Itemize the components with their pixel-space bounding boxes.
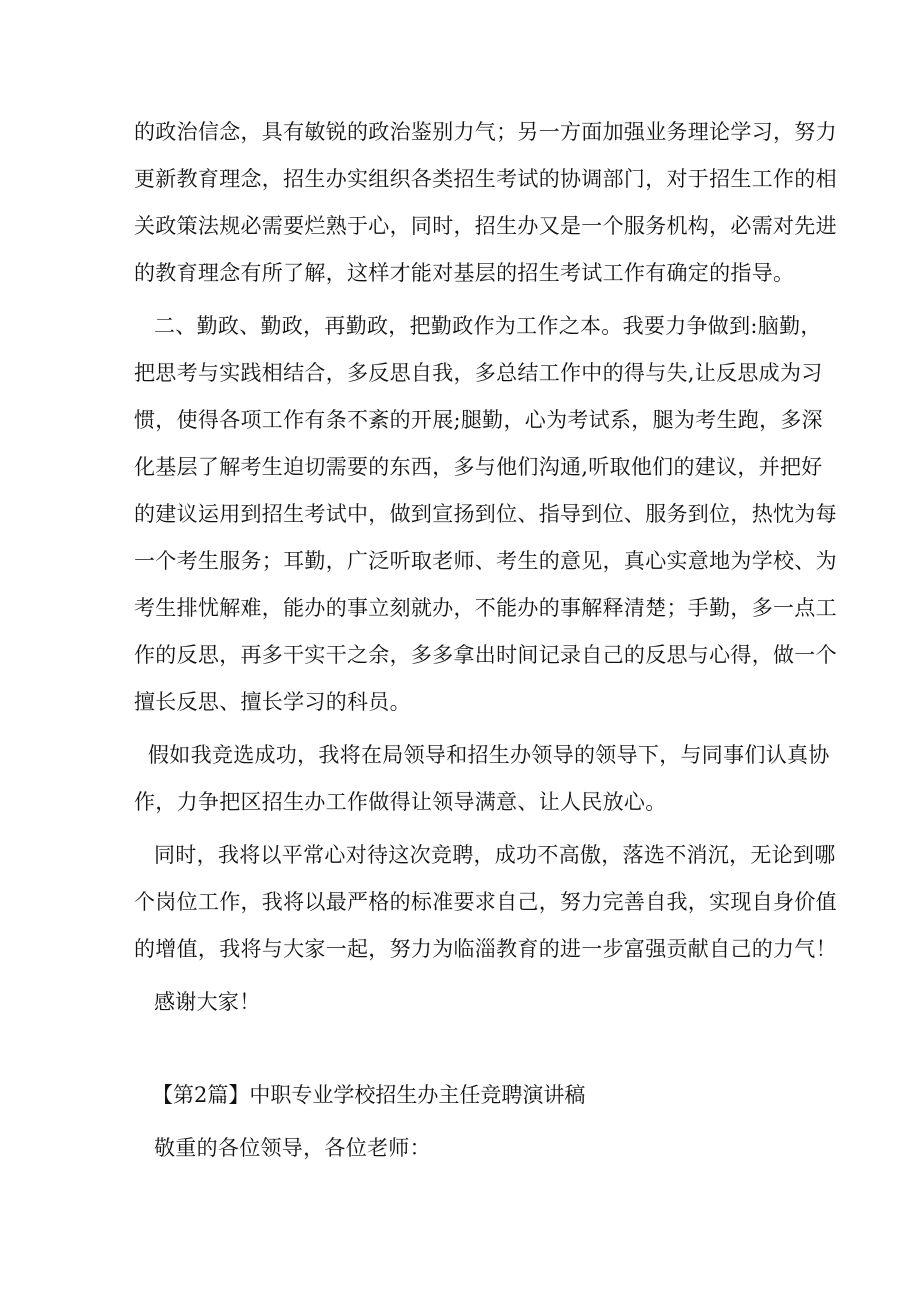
greeting-line: 敬重的各位领导，各位老师： bbox=[154, 1136, 431, 1160]
para2-line-8: 作的反思，再多干实干之余，多多拿出时间记录自己的反思与心得，做一个 bbox=[134, 643, 837, 667]
para3-line-1: 假如我竞选成功，我将在局领导和招生办领导的领导下，与同事们认真协 bbox=[148, 743, 830, 767]
para2-line-4: 化基层了解考生迫切需要的东西，多与他们沟通,听取他们的建议，并把好 bbox=[134, 455, 823, 479]
para2-line-9: 擅长反思、擅长学习的科员。 bbox=[134, 690, 411, 714]
thanks-line: 感谢大家！ bbox=[154, 990, 261, 1014]
para2-line-7: 考生排忧解难，能办的事立刻就办，不能办的事解释清楚；手勤，多一点工 bbox=[134, 596, 837, 620]
para1-line-1: 的政治信念，具有敏锐的政治鉴别力气；另一方面加强业务理论学习，努力 bbox=[134, 120, 837, 144]
para1-line-4: 的教育理念有所了解，这样才能对基层的招生考试工作有确定的指导。 bbox=[134, 261, 795, 285]
section-title: 【第2篇】中职专业学校招生办主任竞聘演讲稿 bbox=[152, 1083, 586, 1107]
para1-line-3: 关政策法规必需要烂熟于心，同时，招生办又是一个服务机构，必需对先进 bbox=[134, 214, 837, 238]
para2-line-2: 把思考与实践相结合，多反思自我，多总结工作中的得与失,让反思成为习 bbox=[134, 361, 823, 385]
para1-line-2: 更新教育理念，招生办实组织各类招生考试的协调部门，对于招生工作的相 bbox=[134, 167, 837, 191]
para2-line-5: 的建议运用到招生考试中，做到宣扬到位、指导到位、服务到位，热忱为每 bbox=[134, 502, 837, 526]
para4-line-1: 同时，我将以平常心对待这次竞聘，成功不高傲，落选不消沉，无论到哪 bbox=[154, 843, 836, 867]
para2-line-6: 一个考生服务；耳勤，广泛听取老师、考生的意见，真心实意地为学校、为 bbox=[134, 549, 837, 573]
para4-line-3: 的增值，我将与大家一起，努力为临淄教育的进一步富强贡献自己的力气！ bbox=[134, 937, 837, 961]
para3-line-2: 作，力争把区招生办工作做得让领导满意、让人民放心。 bbox=[134, 790, 667, 814]
para2-line-3: 惯，使得各项工作有条不紊的开展;腿勤，心为考试系，腿为考生跑，多深 bbox=[134, 408, 823, 432]
para4-line-2: 个岗位工作，我将以最严格的标准要求自己，努力完善自我，实现自身价值 bbox=[134, 890, 837, 914]
para2-line-1: 二、勤政、勤政，再勤政，把勤政作为工作之本。我要力争做到:脑勤， bbox=[154, 314, 822, 338]
